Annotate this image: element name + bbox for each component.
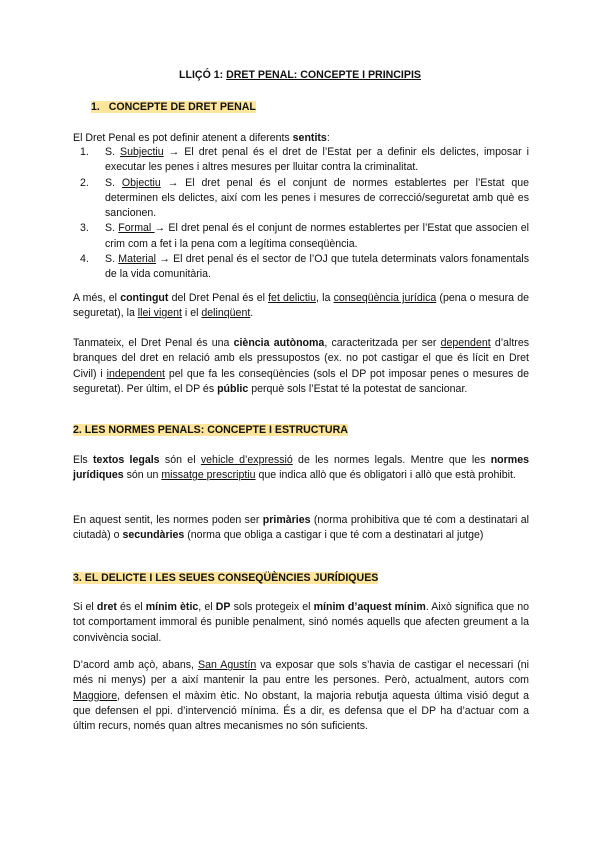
paragraph-authors: D’acord amb açò, abans, San Agustín va exposar que sols s’havia de castigar el necessari (ni més ni menys) per a així mantenir la pau entre les persones. Però, actualment, autors com Maggiore, defensen el màxim ètic. No obstant, la majoria rebutja aquesta última visió degut a que defensen el ppi. d’intervenció mínima. És a dir, es defensa que el DP ha d’actuar com a últim recurs, només quan altres mecanismes no són suficients.	[73, 659, 529, 733]
section-1-intro: El Dret Penal es pot definir atenent a diferents sentits:	[73, 132, 330, 144]
list-item: 1. S. Subjectiu → El dret penal és el dret de l’Estat per a definir els delictes, imposar i executar les penes i altres mesures per lluitar contra la criminalitat.	[80, 146, 529, 174]
list-item: 3. S. Formal → El dret penal és el conjunt de normes establertes per l’Estat que associen el crim com a fet i la pena com a legítima conseqüència.	[80, 222, 530, 250]
paragraph-autonomy: Tanmateix, el Dret Penal és una ciència autònoma, caracteritzada per ser dependent d’altres branques del dret en relació amb els pressupostos (ex. no pot castigar el que és lícit en Dret Civil) i independent pel que fa les conseqüències (sols el DP pot imposar penes o mesures de seguretat). Per últim, el DP és públic perquè sols l’Estat té la potestat de sancionar.	[73, 337, 530, 395]
list-item: 4. S. Material → El dret penal és el sector de l’OJ que tutela determinats valors fonamentals de la vida comunitària.	[80, 253, 530, 281]
paragraph-content: A més, el contingut del Dret Penal és el fet delictiu, la conseqüència jurídica (pena o mesura de seguretat), la llei vigent i el delinqüent.	[73, 292, 530, 320]
paragraph-ethical-minimum: Si el dret és el mínim ètic, el DP sols protegeix el mínim d’aquest mínim. Això significa que no tot comportament immoral és punible penalment, sinó només aquells que afecten greument a la convivència social.	[73, 601, 529, 644]
section-2-heading: 2. LES NORMES PENALS: CONCEPTE I ESTRUCTURA	[73, 424, 348, 436]
page-title: LLIÇÓ 1: DRET PENAL: CONCEPTE I PRINCIPIS	[179, 69, 421, 81]
section-3-heading: 3. EL DELICTE I LES SEUES CONSEQÜÈNCIES JURÍDIQUES	[73, 572, 379, 584]
paragraph-legal-texts: Els textos legals són el vehicle d’expressió de les normes legals. Mentre que les normes jurídiques són un missatge prescriptiu que indica allò que és obligatori i allò que està prohibit.	[73, 454, 529, 482]
definitions-list	[80, 145, 529, 283]
section-1-heading: 1. CONCEPTE DE DRET PENAL	[91, 101, 256, 113]
paragraph-norm-types: En aquest sentit, les normes poden ser primàries (norma prohibitiva que té com a destinatari al ciutadà) o secundàries (norma que obliga a castigar i que té com a destinatari al jutge)	[73, 514, 529, 542]
page-title-main: DRET PENAL: CONCEPTE I PRINCIPIS	[226, 69, 421, 81]
list-item: 2. S. Objectiu → El dret penal és el conjunt de normes establertes per l’Estat que determinen els delictes, així com les penes i mesures de correcció/seguretat amb què es sancionen.	[80, 176, 530, 220]
